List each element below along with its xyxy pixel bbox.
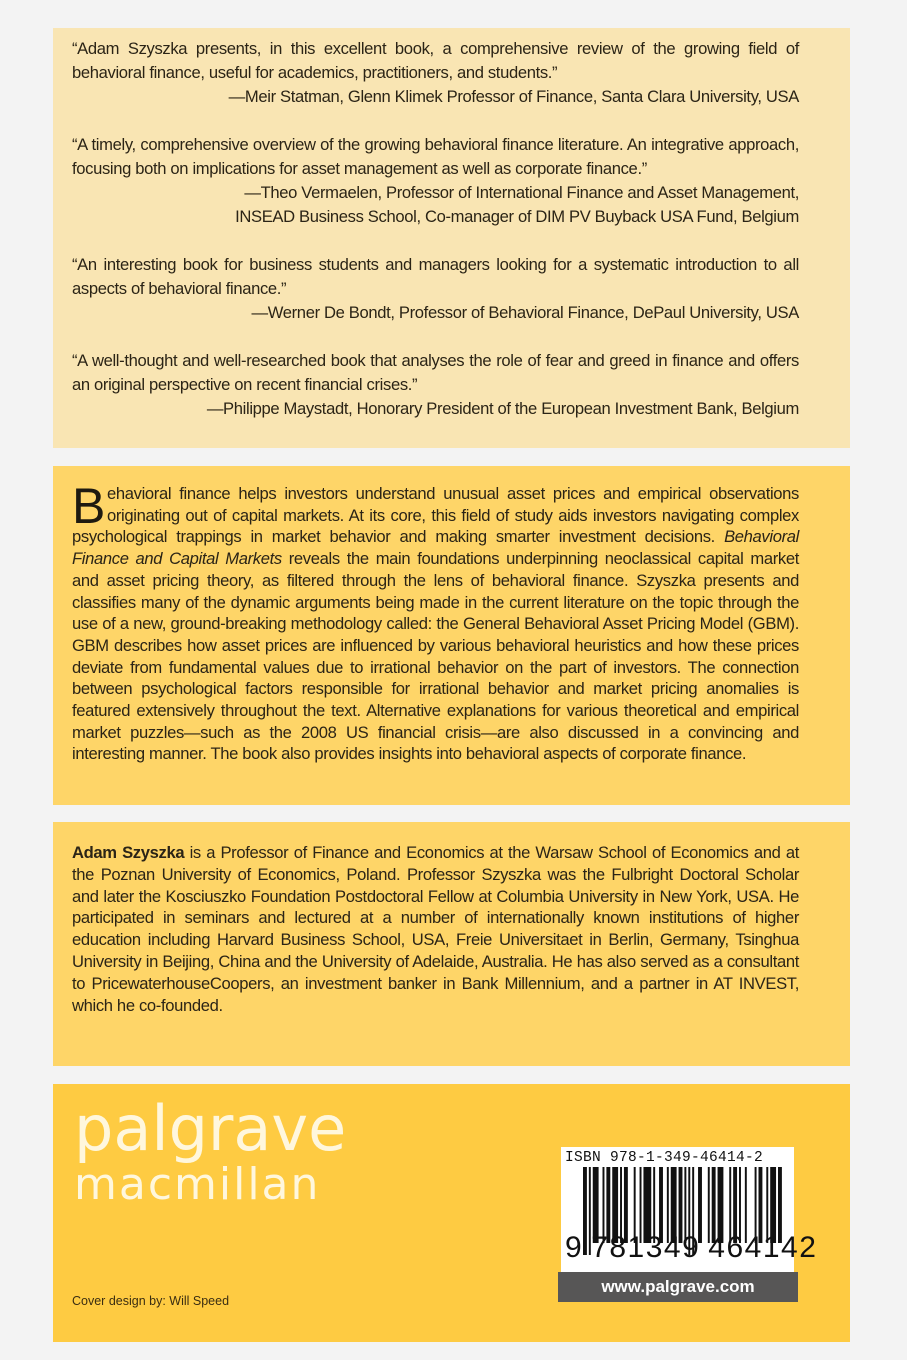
description-intro: ehavioral finance helps investors understand unusual asset prices and empirical observations originating out of capital markets. At its core, this field of study aids investors navigating complex psychological trappings in market behavior and making smarter investment decisions. — [72, 484, 799, 547]
book-title: Behavioral Finance and Capital Markets — [72, 527, 799, 569]
drop-cap: B — [72, 478, 105, 534]
publisher-url[interactable]: www.palgrave.com — [558, 1272, 798, 1302]
endorsement-quote — [72, 37, 799, 109]
quote-attribution: —Werner De Bondt, Professor of Behavioral Finance, DePaul University, USA — [251, 303, 799, 322]
isbn-barcode — [561, 1147, 818, 1272]
publisher-footer — [53, 1084, 850, 1342]
quote-attribution: —Philippe Maystadt, Honorary President of the European Investment Bank, Belgium — [206, 399, 799, 418]
author-bio-text: is a Professor of Finance and Economics at the Warsaw School of Economics and at the Poznan University of Economics, Poland. Professor Szyszka was the Fulbright Doctoral Scholar and later the Kosciuszko Foundation Postdoctoral Fellow at Columbia University in New York, USA. He participated in seminars and lectured at a number of internationally known institutions of higher education including Harvard Business School, USA, Freie Universitaet in Berlin, Germany, Tsinghua University in Beijing, China and the University of Adelaide, Australia. He has also served as a consultant to PricewaterhouseCoopers, an investment banker in Bank Millennium, and a partner in AT INVEST, which he co-founded. — [72, 843, 799, 1015]
author-name: Adam Szyszka — [72, 843, 185, 862]
ean-first-digit: 9 — [565, 1231, 584, 1264]
author-bio-panel — [53, 822, 850, 1066]
description-body: reveals the main foundations underpinning neoclassical capital market and asset pricing theory, as filtered through the lens of behavioral finance. Szyszka presents and classifies many of the dynamic arguments being made in the current literature on the topic through the use of a new, ground-breaking methodology called: the General Behavioral Asset Pricing Model (GBM). GBM describes how asset prices are influenced by various behavioral heuristics and how these prices deviate from fundamental values due to irrational behavior on the part of investors. The connection between psychological factors responsible for irrational behavior and market pricing anomalies is featured extensively throughout the text. Alternative explanations for various theoretical and empirical market puzzles—such as the 2008 US financial crisis—are also discussed in a convincing and interesting manner. The book also provides insights into behavioral aspects of corporate finance. — [72, 549, 799, 764]
quote-attribution: —Theo Vermaelen, Professor of International Finance and Asset Management, — [244, 183, 799, 202]
cover-design-credit: Cover design by: Will Speed — [72, 1294, 230, 1308]
book-description — [72, 478, 799, 765]
logo-macmillan: macmillan — [74, 1159, 321, 1210]
quote-text: “An interesting book for business students and managers looking for a systematic introduction to all aspects of behavioral finance.” — [72, 255, 799, 298]
ean-group-2: 464142 — [708, 1231, 818, 1264]
publisher-logo — [74, 1092, 347, 1210]
ean-number — [565, 1231, 817, 1265]
endorsement-quote — [72, 253, 799, 325]
quote-attribution: INSEAD Business School, Co-manager of DIM PV Buyback USA Fund, Belgium — [235, 207, 799, 226]
quote-attribution: —Meir Statman, Glenn Klimek Professor of Finance, Santa Clara University, USA — [228, 87, 799, 106]
isbn-label: ISBN 978-1-349-46414-2 — [565, 1150, 764, 1166]
quote-text: “A well-thought and well-researched book that analyses the role of fear and greed in finance and offers an original perspective on recent financial crises.” — [72, 351, 799, 394]
logo-palgrave: palgrave — [74, 1092, 347, 1165]
endorsements-panel — [53, 28, 850, 448]
endorsement-quote — [72, 133, 799, 229]
quote-text: “Adam Szyszka presents, in this excellent book, a comprehensive review of the growing field of behavioral finance, useful for academics, practitioners, and students.” — [72, 39, 799, 82]
ean-group-1: 781349 — [591, 1231, 701, 1264]
description-panel — [53, 466, 850, 805]
quote-text: “A timely, comprehensive overview of the growing behavioral finance literature. An integrative approach, focusing both on implications for asset management as well as corporate finance.” — [72, 135, 799, 178]
endorsement-quote — [72, 349, 799, 421]
author-bio — [72, 842, 799, 1016]
